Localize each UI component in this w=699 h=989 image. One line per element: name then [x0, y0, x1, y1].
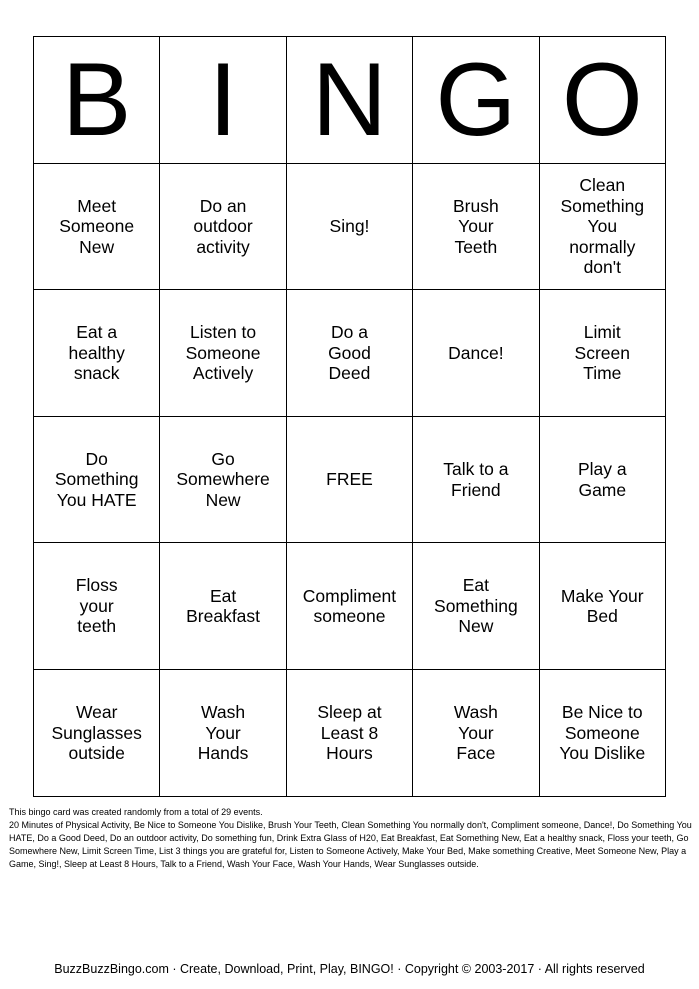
card-cell: [160, 543, 286, 670]
cell-text: FREE: [326, 469, 373, 490]
card-cell: [34, 164, 160, 290]
card-cell: [413, 670, 539, 797]
cell-text: Dance!: [448, 342, 504, 363]
card-cell: [34, 290, 160, 417]
cell-text: Make Your Bed: [560, 585, 644, 626]
cell-text: Talk to a Friend: [443, 459, 509, 500]
cell-text: Do an outdoor activity: [193, 195, 253, 257]
cell-text: Eat a healthy snack: [68, 322, 125, 384]
card-cell: [34, 543, 160, 670]
header-letter-o: O: [539, 37, 665, 164]
card-cell: [413, 164, 539, 290]
cell-text: Brush Your Teeth: [453, 195, 499, 257]
card-row-2: [34, 290, 666, 417]
header-letter-g: G: [413, 37, 539, 164]
bingo-card: [33, 36, 666, 797]
cell-text: Sing!: [329, 216, 370, 237]
card-row-3: [34, 417, 666, 543]
cell-text: Wash Your Face: [453, 702, 498, 764]
cell-text: Floss your teeth: [75, 575, 118, 637]
header-row: [34, 37, 666, 164]
card-cell: [539, 670, 665, 797]
card-cell: [34, 417, 160, 543]
card-cell: [160, 670, 286, 797]
header-letter-b: B: [34, 37, 160, 164]
card-row-1: [34, 164, 666, 290]
cell-text: Eat Something New: [434, 575, 518, 637]
cell-text: Play a Game: [577, 459, 627, 500]
card-cell: [160, 164, 286, 290]
card-cell: [160, 417, 286, 543]
event-list-note: [9, 806, 693, 871]
copyright-footer: BuzzBuzzBingo.com · Create, Download, Print, Play, BINGO! · Copyright © 2003-2017 · All rights reserved: [54, 962, 645, 976]
card-cell: [539, 164, 665, 290]
card-cell: [160, 290, 286, 417]
card-cell: [286, 670, 412, 797]
header-letter-i: I: [160, 37, 286, 164]
card-cell: [413, 543, 539, 670]
cell-text: Sleep at Least 8 Hours: [317, 702, 382, 764]
note-intro: This bingo card was created randomly from a total of 29 events.: [9, 807, 263, 817]
card-row-5: [34, 670, 666, 797]
cell-text: Be Nice to Someone You Dislike: [559, 702, 646, 764]
cell-text: Do a Good Deed: [328, 322, 371, 384]
card-cell: [286, 417, 412, 543]
card-cell: [539, 290, 665, 417]
cell-text: Wear Sunglasses outside: [51, 702, 142, 764]
header-letter-n: N: [286, 37, 412, 164]
cell-text: Do Something You HATE: [54, 448, 139, 510]
note-events: 20 Minutes of Physical Activity, Be Nice to Someone You Dislike, Brush Your Teeth, Clean Something You normally don't, Compliment someone, Dance!, Do Something You HATE, Do a Good Deed, Do an outdoor activity, Do something fun, Drink Extra Glass of H20, Eat Breakfast, Eat Something New, Eat a healthy snack, Floss your teeth, Go Somewhere New, Limit Screen Time, List 3 things you are grateful for, Listen to Someone Actively, Make Your Bed, Make something Creative, Meet Someone New, Play a Game, Sing!, Sleep at Least 8 Hours, Talk to a Friend, Wash Your Face, Wash Your Hands, Wear Sunglasses outside.: [9, 820, 692, 869]
cell-text: Wash Your Hands: [197, 702, 249, 764]
cell-text: Clean Something You normally don't: [560, 175, 645, 278]
card-cell: [286, 543, 412, 670]
card-cell: [539, 543, 665, 670]
cell-text: Compliment someone: [302, 585, 397, 626]
card-cell: [286, 164, 412, 290]
cell-text: Limit Screen Time: [574, 322, 630, 384]
cell-text: Eat Breakfast: [186, 585, 261, 626]
cell-text: Meet Someone New: [59, 195, 135, 257]
card-cell: [539, 417, 665, 543]
card-cell: [34, 670, 160, 797]
cell-text: Listen to Someone Actively: [185, 322, 261, 384]
card-cell: [413, 290, 539, 417]
card-cell: [413, 417, 539, 543]
cell-text: Go Somewhere New: [176, 448, 270, 510]
card-row-4: [34, 543, 666, 670]
card-cell: [286, 290, 412, 417]
